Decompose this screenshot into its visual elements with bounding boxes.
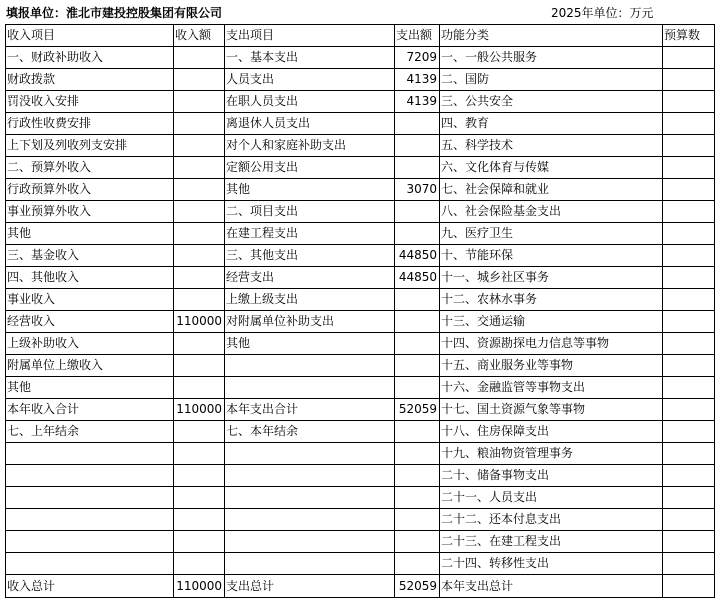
expense-amount-cell bbox=[395, 157, 440, 179]
function-category-cell: 十八、住房保障支出 bbox=[440, 421, 663, 443]
table-row bbox=[6, 355, 715, 377]
income-item-cell: 其他 bbox=[6, 377, 174, 399]
function-category-cell: 本年支出总计 bbox=[440, 575, 663, 598]
table-row bbox=[6, 465, 715, 487]
table-row bbox=[6, 69, 715, 91]
expense-item-cell: 对个人和家庭补助支出 bbox=[225, 135, 395, 157]
function-category-cell: 十二、农林水事务 bbox=[440, 289, 663, 311]
function-category-cell: 一、一般公共服务 bbox=[440, 47, 663, 69]
budget-amount-cell bbox=[663, 113, 715, 135]
expense-amount-cell bbox=[395, 223, 440, 245]
income-amount-cell bbox=[174, 91, 225, 113]
function-category-cell: 十四、资源勘探电力信息等事物 bbox=[440, 333, 663, 355]
income-amount-cell bbox=[174, 201, 225, 223]
income-item-cell: 行政性收费安排 bbox=[6, 113, 174, 135]
income-amount-cell bbox=[174, 421, 225, 443]
column-header-expense-amount: 支出额 bbox=[395, 25, 440, 47]
expense-item-cell: 二、项目支出 bbox=[225, 201, 395, 223]
budget-amount-cell bbox=[663, 223, 715, 245]
income-amount-cell bbox=[174, 69, 225, 91]
expense-item-cell: 人员支出 bbox=[225, 69, 395, 91]
expense-amount-cell bbox=[395, 421, 440, 443]
budget-amount-cell bbox=[663, 553, 715, 575]
budget-amount-cell bbox=[663, 443, 715, 465]
expense-amount-cell: 44850 bbox=[395, 267, 440, 289]
income-item-cell: 本年收入合计 bbox=[6, 399, 174, 421]
table-row bbox=[6, 377, 715, 399]
expense-item-cell: 在职人员支出 bbox=[225, 91, 395, 113]
column-header-function-category: 功能分类 bbox=[440, 25, 663, 47]
function-category-cell: 九、医疗卫生 bbox=[440, 223, 663, 245]
expense-amount-cell bbox=[395, 135, 440, 157]
income-amount-cell bbox=[174, 245, 225, 267]
expense-amount-cell: 52059 bbox=[395, 575, 440, 598]
budget-amount-cell bbox=[663, 267, 715, 289]
expense-item-cell: 本年支出合计 bbox=[225, 399, 395, 421]
income-amount-cell bbox=[174, 333, 225, 355]
budget-amount-cell bbox=[663, 333, 715, 355]
function-category-cell: 二十、储备事物支出 bbox=[440, 465, 663, 487]
budget-amount-cell bbox=[663, 575, 715, 598]
expense-item-cell: 一、基本支出 bbox=[225, 47, 395, 69]
expense-amount-cell bbox=[395, 553, 440, 575]
expense-item-cell: 在建工程支出 bbox=[225, 223, 395, 245]
income-item-cell: 经营收入 bbox=[6, 311, 174, 333]
table-row bbox=[6, 553, 715, 575]
table-row bbox=[6, 509, 715, 531]
year-unit: 2025年单位：万元 bbox=[551, 6, 654, 20]
expense-item-cell: 支出总计 bbox=[225, 575, 395, 598]
expense-item-cell bbox=[225, 465, 395, 487]
expense-amount-cell bbox=[395, 509, 440, 531]
income-item-cell bbox=[6, 465, 174, 487]
function-category-cell: 八、社会保险基金支出 bbox=[440, 201, 663, 223]
expense-amount-cell bbox=[395, 201, 440, 223]
function-category-cell: 十七、国土资源气象等事物 bbox=[440, 399, 663, 421]
budget-amount-cell bbox=[663, 157, 715, 179]
expense-amount-cell bbox=[395, 113, 440, 135]
income-item-cell: 七、上年结余 bbox=[6, 421, 174, 443]
income-amount-cell: 110000 bbox=[174, 311, 225, 333]
income-amount-cell bbox=[174, 289, 225, 311]
income-item-cell bbox=[6, 509, 174, 531]
expense-item-cell: 其他 bbox=[225, 179, 395, 201]
budget-amount-cell bbox=[663, 201, 715, 223]
expense-amount-cell: 44850 bbox=[395, 245, 440, 267]
function-category-cell: 五、科学技术 bbox=[440, 135, 663, 157]
expense-amount-cell: 3070 bbox=[395, 179, 440, 201]
income-item-cell: 四、其他收入 bbox=[6, 267, 174, 289]
table-row bbox=[6, 333, 715, 355]
income-amount-cell: 110000 bbox=[174, 575, 225, 598]
column-header-income-item: 收入项目 bbox=[6, 25, 174, 47]
function-category-cell: 十九、粮油物资管理事务 bbox=[440, 443, 663, 465]
income-amount-cell bbox=[174, 531, 225, 553]
expense-amount-cell: 52059 bbox=[395, 399, 440, 421]
expense-item-cell: 三、其他支出 bbox=[225, 245, 395, 267]
expense-amount-cell bbox=[395, 311, 440, 333]
income-amount-cell bbox=[174, 487, 225, 509]
income-item-cell: 财政拨款 bbox=[6, 69, 174, 91]
budget-amount-cell bbox=[663, 91, 715, 113]
expense-amount-cell bbox=[395, 531, 440, 553]
budget-amount-cell bbox=[663, 47, 715, 69]
table-row bbox=[6, 531, 715, 553]
expense-item-cell bbox=[225, 509, 395, 531]
income-amount-cell bbox=[174, 179, 225, 201]
income-amount-cell bbox=[174, 355, 225, 377]
table-row bbox=[6, 399, 715, 421]
table-row bbox=[6, 245, 715, 267]
expense-amount-cell: 4139 bbox=[395, 69, 440, 91]
function-category-cell: 二、国防 bbox=[440, 69, 663, 91]
table-row bbox=[6, 487, 715, 509]
income-amount-cell bbox=[174, 135, 225, 157]
income-item-cell: 其他 bbox=[6, 223, 174, 245]
table-header-row bbox=[6, 25, 715, 47]
expense-amount-cell bbox=[395, 355, 440, 377]
income-item-cell bbox=[6, 487, 174, 509]
table-row bbox=[6, 179, 715, 201]
expense-amount-cell: 4139 bbox=[395, 91, 440, 113]
budget-amount-cell bbox=[663, 355, 715, 377]
table-row bbox=[6, 157, 715, 179]
expense-amount-cell bbox=[395, 377, 440, 399]
income-item-cell: 附属单位上缴收入 bbox=[6, 355, 174, 377]
function-category-cell: 三、公共安全 bbox=[440, 91, 663, 113]
budget-amount-cell bbox=[663, 245, 715, 267]
budget-amount-cell bbox=[663, 465, 715, 487]
income-amount-cell: 110000 bbox=[174, 399, 225, 421]
function-category-cell: 十六、金融监管等事物支出 bbox=[440, 377, 663, 399]
expense-amount-cell bbox=[395, 289, 440, 311]
expense-item-cell: 定额公用支出 bbox=[225, 157, 395, 179]
income-amount-cell bbox=[174, 113, 225, 135]
table-row bbox=[6, 443, 715, 465]
expense-item-cell bbox=[225, 377, 395, 399]
income-amount-cell bbox=[174, 443, 225, 465]
income-item-cell: 上级补助收入 bbox=[6, 333, 174, 355]
income-item-cell bbox=[6, 553, 174, 575]
income-amount-cell bbox=[174, 465, 225, 487]
expense-item-cell: 对附属单位补助支出 bbox=[225, 311, 395, 333]
function-category-cell: 二十二、还本付息支出 bbox=[440, 509, 663, 531]
expense-amount-cell bbox=[395, 333, 440, 355]
budget-amount-cell bbox=[663, 179, 715, 201]
table-row bbox=[6, 289, 715, 311]
budget-amount-cell bbox=[663, 377, 715, 399]
column-header-budget-amount: 预算数 bbox=[663, 25, 715, 47]
budget-amount-cell bbox=[663, 487, 715, 509]
budget-amount-cell bbox=[663, 289, 715, 311]
table-row bbox=[6, 311, 715, 333]
function-category-cell: 二十一、人员支出 bbox=[440, 487, 663, 509]
function-category-cell: 二十三、在建工程支出 bbox=[440, 531, 663, 553]
expense-item-cell: 上缴上级支出 bbox=[225, 289, 395, 311]
budget-amount-cell bbox=[663, 531, 715, 553]
function-category-cell: 四、教育 bbox=[440, 113, 663, 135]
budget-amount-cell bbox=[663, 311, 715, 333]
expense-item-cell: 其他 bbox=[225, 333, 395, 355]
column-header-income-amount: 收入额 bbox=[174, 25, 225, 47]
income-item-cell bbox=[6, 531, 174, 553]
function-category-cell: 十五、商业服务业等事物 bbox=[440, 355, 663, 377]
reporting-unit: 填报单位：淮北市建投控股集团有限公司 bbox=[6, 6, 223, 20]
income-item-cell: 一、财政补助收入 bbox=[6, 47, 174, 69]
income-amount-cell bbox=[174, 157, 225, 179]
expense-amount-cell: 7209 bbox=[395, 47, 440, 69]
expense-amount-cell bbox=[395, 443, 440, 465]
table-row bbox=[6, 47, 715, 69]
income-item-cell: 罚没收入安排 bbox=[6, 91, 174, 113]
income-amount-cell bbox=[174, 509, 225, 531]
income-item-cell bbox=[6, 443, 174, 465]
table-row bbox=[6, 223, 715, 245]
income-amount-cell bbox=[174, 553, 225, 575]
income-item-cell: 三、基金收入 bbox=[6, 245, 174, 267]
expense-item-cell: 离退休人员支出 bbox=[225, 113, 395, 135]
income-amount-cell bbox=[174, 377, 225, 399]
table-row-grand-total bbox=[6, 575, 715, 598]
income-item-cell: 收入总计 bbox=[6, 575, 174, 598]
expense-item-cell bbox=[225, 553, 395, 575]
income-item-cell: 事业预算外收入 bbox=[6, 201, 174, 223]
income-amount-cell bbox=[174, 267, 225, 289]
expense-item-cell: 经营支出 bbox=[225, 267, 395, 289]
budget-amount-cell bbox=[663, 421, 715, 443]
function-category-cell: 六、文化体育与传媒 bbox=[440, 157, 663, 179]
expense-item-cell bbox=[225, 443, 395, 465]
expense-amount-cell bbox=[395, 465, 440, 487]
expense-item-cell bbox=[225, 531, 395, 553]
income-amount-cell bbox=[174, 47, 225, 69]
column-header-expense-item: 支出项目 bbox=[225, 25, 395, 47]
income-item-cell: 二、预算外收入 bbox=[6, 157, 174, 179]
budget-amount-cell bbox=[663, 399, 715, 421]
budget-amount-cell bbox=[663, 135, 715, 157]
budget-amount-cell bbox=[663, 509, 715, 531]
income-item-cell: 行政预算外收入 bbox=[6, 179, 174, 201]
function-category-cell: 十一、城乡社区事务 bbox=[440, 267, 663, 289]
table-row bbox=[6, 201, 715, 223]
table-row bbox=[6, 91, 715, 113]
expense-amount-cell bbox=[395, 487, 440, 509]
function-category-cell: 十、节能环保 bbox=[440, 245, 663, 267]
function-category-cell: 二十四、转移性支出 bbox=[440, 553, 663, 575]
expense-item-cell bbox=[225, 487, 395, 509]
function-category-cell: 十三、交通运输 bbox=[440, 311, 663, 333]
report-header bbox=[0, 0, 720, 24]
budget-table bbox=[5, 24, 715, 598]
budget-amount-cell bbox=[663, 69, 715, 91]
income-amount-cell bbox=[174, 223, 225, 245]
income-item-cell: 上下划及列收列支安排 bbox=[6, 135, 174, 157]
table-row bbox=[6, 267, 715, 289]
table-row bbox=[6, 135, 715, 157]
expense-item-cell: 七、本年结余 bbox=[225, 421, 395, 443]
income-item-cell: 事业收入 bbox=[6, 289, 174, 311]
expense-item-cell bbox=[225, 355, 395, 377]
table-row bbox=[6, 421, 715, 443]
table-row bbox=[6, 113, 715, 135]
function-category-cell: 七、社会保障和就业 bbox=[440, 179, 663, 201]
